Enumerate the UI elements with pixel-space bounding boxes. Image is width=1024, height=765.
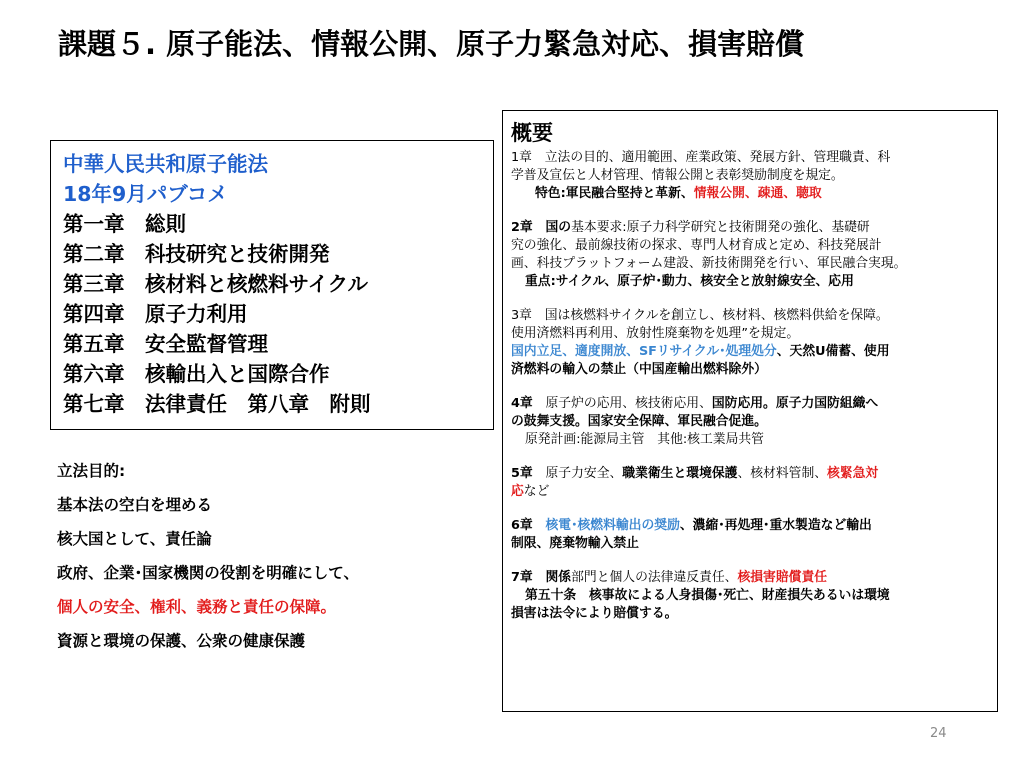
purpose-item: 政府、企業･国家機関の役割を明確にして、	[57, 564, 359, 582]
summary-highlight: 核損害賠償責任	[737, 570, 828, 585]
chapter-line: 第六章 核輸出入と国際合作	[63, 362, 330, 386]
chapter-line: 第七章 法律責任 第八章 附則	[63, 392, 371, 416]
summary-text: 、濃縮･再処理･重水製造など輸出	[679, 518, 872, 533]
summary-highlight: 国内立足、適度開放、SFリサイクル･処理処分	[511, 344, 777, 359]
summary-line: 究の強化、最前線技術の探求、専門人材育成と定め、科技発展計	[511, 238, 882, 253]
purpose-item: 基本法の空白を埋める	[57, 496, 213, 514]
purpose-item: 資源と環境の保護、公衆の健康保護	[57, 632, 306, 650]
purpose-item: 核大国として、責任論	[57, 530, 212, 548]
chapter-line: 第三章 核材料と核燃料サイクル	[63, 272, 369, 296]
summary-line: 原発計画:能源局主管 其他:核工業局共管	[525, 432, 764, 447]
summary-bold: 国防応用。原子力国防組織へ	[711, 396, 879, 411]
slide-title: 課題５. 原子能法、情報公開、原子力緊急対応、損害賠償	[58, 27, 805, 61]
summary-text: 基本要求:原子力科学研究と技術開発の強化、基礎研	[571, 220, 870, 235]
summary-line	[511, 517, 989, 535]
chapter-4-summary	[511, 395, 989, 449]
summary-line: 済燃料の輸入の禁止（中国産輸出燃料除外）	[511, 362, 767, 377]
summary-text: 、核材料管制、	[737, 466, 828, 481]
chapter-2-summary	[511, 219, 989, 291]
law-structure-box	[50, 140, 494, 430]
summary-line	[511, 219, 989, 237]
summary-line	[511, 569, 989, 587]
law-name: 中華人民共和原子能法	[63, 152, 268, 176]
chapter-5-summary	[511, 465, 989, 501]
chapter-label: 2章 国の	[511, 220, 572, 235]
chapter-line: 第四章 原子力利用	[63, 302, 248, 326]
chapter-line: 第五章 安全監督管理	[63, 332, 268, 356]
summary-highlight: 応	[511, 484, 524, 499]
summary-text: など	[523, 484, 550, 499]
summary-text: 部門と個人の法律違反責任、	[571, 570, 738, 585]
summary-line	[511, 483, 989, 501]
chapter-line: 第二章 科技研究と技術開発	[63, 242, 330, 266]
summary-line: 3章 国は核燃料サイクルを創立し、核材料、核燃料供給を保障。	[511, 308, 889, 323]
chapter-6-summary	[511, 517, 989, 553]
overview-box	[502, 110, 998, 712]
purpose-heading: 立法目的:	[57, 462, 126, 480]
summary-text: 原子炉の応用、核技術応用、	[532, 396, 712, 411]
chapter-1-summary	[511, 149, 989, 203]
summary-line: 第五十条 核事故による人身損傷･死亡、財産損失あるいは環境	[525, 588, 890, 603]
summary-highlight: 核緊急対	[827, 466, 879, 481]
legislative-purpose	[57, 462, 497, 666]
chapter-label: 7章 関係	[511, 570, 572, 585]
summary-line: の鼓舞支援。国家安全保障、軍民融合促進。	[511, 414, 767, 429]
overview-title: 概要	[511, 121, 553, 145]
summary-text: 、天然U備蓄、使用	[776, 344, 890, 359]
page-number: 24	[930, 726, 947, 741]
summary-bold: 職業衛生と環境保護	[622, 466, 738, 481]
summary-text: 原子力安全、	[532, 466, 623, 481]
law-date: 18年9月パブコメ	[63, 182, 228, 206]
summary-line	[511, 465, 989, 483]
summary-line: 画、科技プラットフォーム建設、新技術開発を行い、軍民融合実現。	[511, 256, 907, 271]
summary-line	[511, 343, 989, 361]
feature-label: 特色:軍民融合堅持と革新、	[535, 186, 694, 201]
summary-line: 使用済燃料再利用、放射性廃棄物を処理”を規定。	[511, 326, 800, 341]
summary-line: 重点:サイクル、原子炉･動力、核安全と放射線安全、応用	[525, 274, 854, 289]
chapter-label: 4章	[511, 396, 533, 411]
feature-highlight: 情報公開、疎通、聴取	[693, 186, 822, 201]
summary-line: 学普及宣伝と人材管理、情報公開と表彰奨励制度を規定。	[511, 168, 844, 183]
summary-line	[511, 395, 989, 413]
chapter-line: 第一章 総則	[63, 212, 186, 236]
purpose-item-highlight: 個人の安全、権利、義務と責任の保障。	[57, 598, 337, 616]
chapter-3-summary	[511, 307, 989, 379]
summary-line: 1章 立法の目的、適用範囲、産業政策、発展方針、管理職責、科	[511, 150, 891, 165]
summary-line: 損害は法令により賠償する。	[511, 606, 678, 621]
chapter-label: 5章	[511, 466, 533, 481]
chapter-label: 6章	[511, 518, 533, 533]
summary-line: 制限、廃棄物輸入禁止	[511, 536, 639, 551]
summary-highlight: 核電･核燃料輸出の奨励	[532, 518, 680, 533]
summary-line	[511, 185, 989, 203]
chapter-7-summary	[511, 569, 989, 623]
